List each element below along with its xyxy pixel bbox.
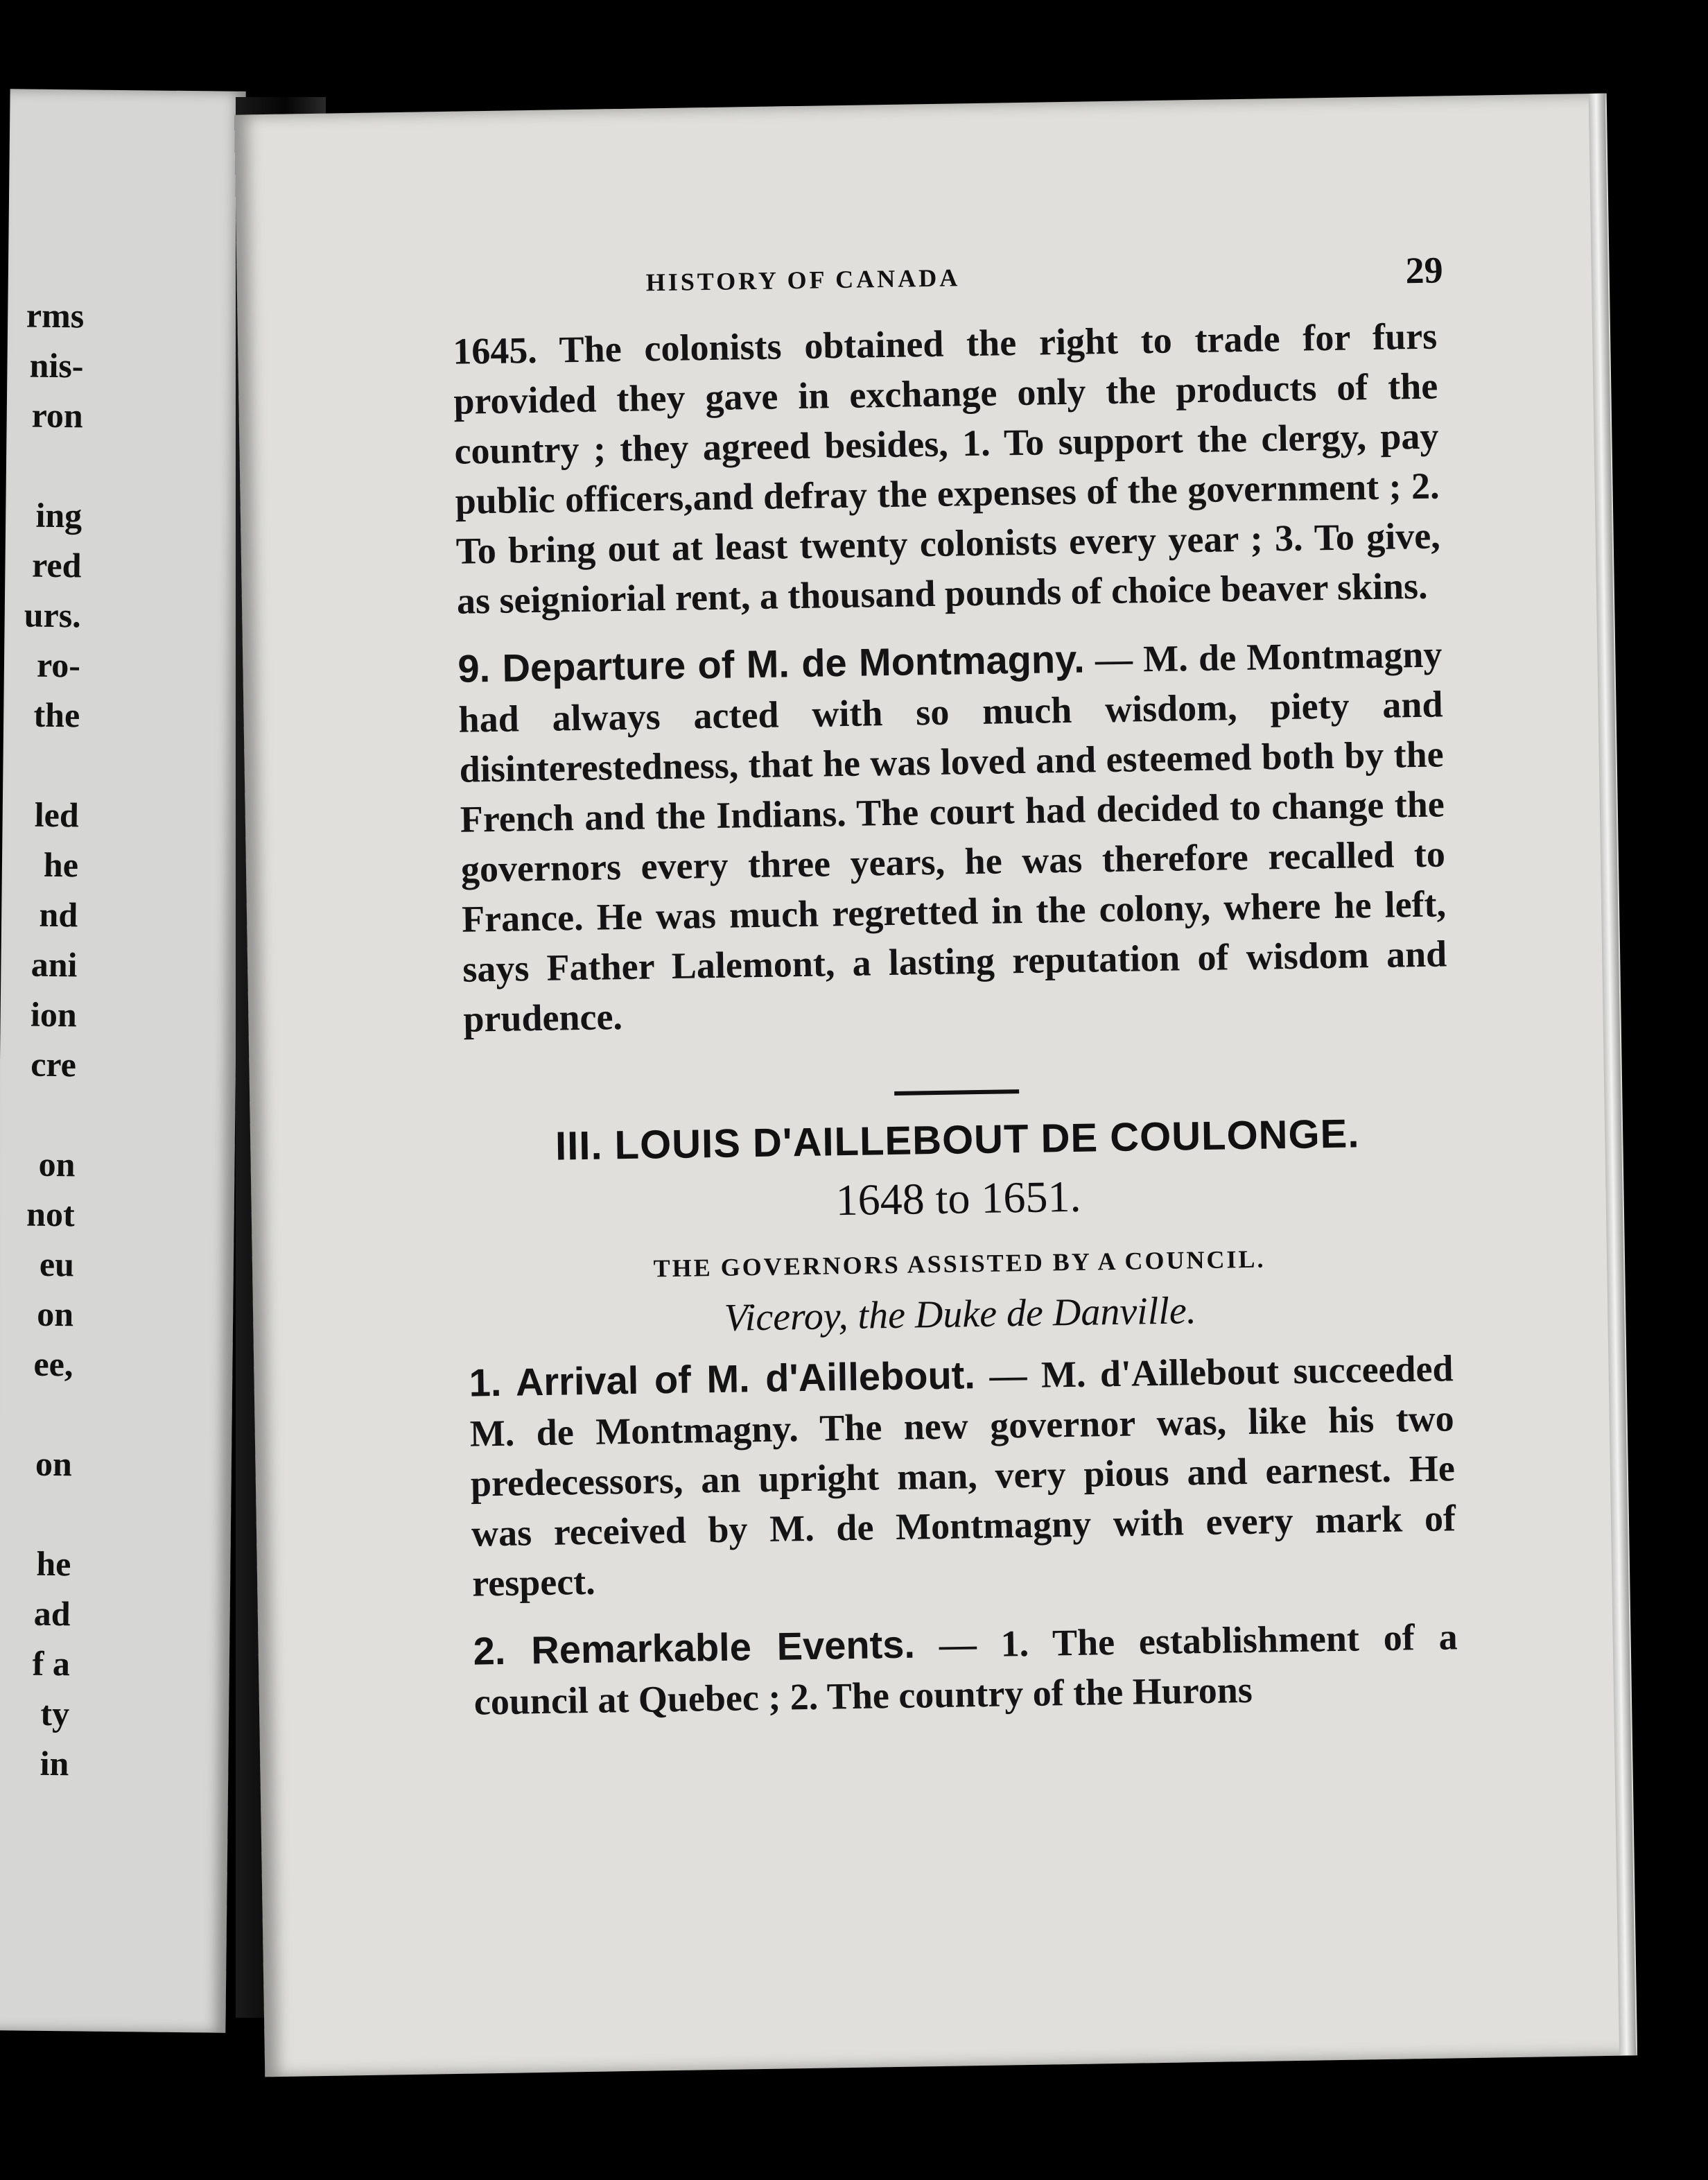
left-fragment-line — [3, 739, 80, 790]
left-fragment-line: ad — [33, 1593, 71, 1634]
left-fragment-line: rms — [26, 295, 85, 336]
section-9-heading: 9. Departure of M. de Montmagny. — [457, 637, 1086, 691]
year-1645: 1645. — [452, 329, 538, 372]
section-9-text: — M. de Montmagny had always acted with so much wisdom, piety and disinterestedness, that he was loved and esteemed both by the French and the Indians. The court had decided to change the governors every three years, he was therefore recalled to France. He was much regretted in the colony, where he left, says Father Lalemont, a lasting reputation of wisdom and prudence. — [458, 633, 1447, 1040]
left-fragment-line: on — [37, 1294, 74, 1334]
left-fragment-line: nis- — [29, 345, 84, 386]
left-fragment-line: ty — [40, 1693, 70, 1733]
section-divider-rule — [894, 1089, 1019, 1096]
left-fragment-line — [0, 1089, 76, 1139]
chapter-subhead: THE GOVERNORS ASSISTED BY A COUNCIL. — [653, 1245, 1266, 1283]
left-fragment-line: nd — [39, 894, 78, 935]
left-fragment-line: ion — [30, 994, 77, 1035]
left-fragment-line — [6, 440, 83, 490]
left-fragment-line: red — [31, 545, 82, 585]
page-content — [451, 249, 1458, 1727]
paragraph-1645-text: The colonists obtained the right to trade for furs provided they gave in exchange only the products of the country ; they agreed besides, 1. To support the clergy, pay public officers,and defray the expenses of the government ; 2. To bring out at least twenty colonists every year ; 3. To give, as seigniorial rent, a thousand pounds of choice beaver skins. — [453, 315, 1441, 622]
left-fragment-line: ing — [35, 495, 82, 535]
section-1 — [469, 1342, 1456, 1608]
paragraph-1645 — [453, 311, 1442, 626]
left-fragment-line: the — [33, 695, 80, 735]
left-fragment-line: in — [40, 1743, 69, 1783]
left-fragment-line: he — [43, 845, 79, 885]
left-fragment-line: ani — [31, 944, 78, 985]
chapter-years: 1648 to 1651. — [835, 1171, 1081, 1225]
left-fragment-line: he — [36, 1543, 71, 1584]
left-fragment-line: not — [26, 1194, 75, 1234]
running-title: HISTORY OF CANADA — [645, 263, 961, 297]
viceroy-line: Viceroy, the Duke de Danville. — [724, 1289, 1197, 1340]
section-9 — [458, 628, 1448, 1044]
left-page-text-fragments — [0, 290, 85, 1788]
page-number: 29 — [1405, 249, 1444, 292]
left-fragment-line: f a — [32, 1643, 71, 1684]
left-fragment-line: eu — [39, 1244, 75, 1284]
left-fragment-line: on — [35, 1444, 73, 1484]
left-page — [0, 89, 246, 2032]
left-fragment-line — [0, 1388, 73, 1439]
left-fragment-line: cre — [30, 1044, 77, 1084]
section-2-heading: 2. Remarkable Events. — [473, 1622, 916, 1673]
chapter-title: III. LOUIS D'AILLEBOUT DE COULONGE. — [555, 1111, 1360, 1169]
section-2 — [473, 1611, 1458, 1727]
left-fragment-line: ron — [31, 395, 84, 435]
section-1-text: — M. d'Aillebout succeeded M. de Montmagny. The new governor was, like his two predecessors, an upright man, very pious and earnest. He was received by M. de Montmagny with every mark of respect. — [469, 1347, 1456, 1604]
left-fragment-line: ro- — [36, 645, 81, 685]
section-1-heading: 1. Arrival of M. d'Aillebout. — [469, 1353, 976, 1405]
left-fragment-line: on — [38, 1144, 76, 1184]
left-fragment-line — [0, 1488, 72, 1539]
main-page — [234, 94, 1637, 2077]
section-2-text: — 1. The establishment of a council at Quebec ; 2. The country of the Hurons — [473, 1616, 1458, 1723]
left-fragment-line: led — [34, 795, 80, 835]
left-fragment-line: ee, — [33, 1344, 73, 1384]
page-edge — [1589, 94, 1636, 2056]
left-fragment-line: urs. — [24, 595, 82, 635]
